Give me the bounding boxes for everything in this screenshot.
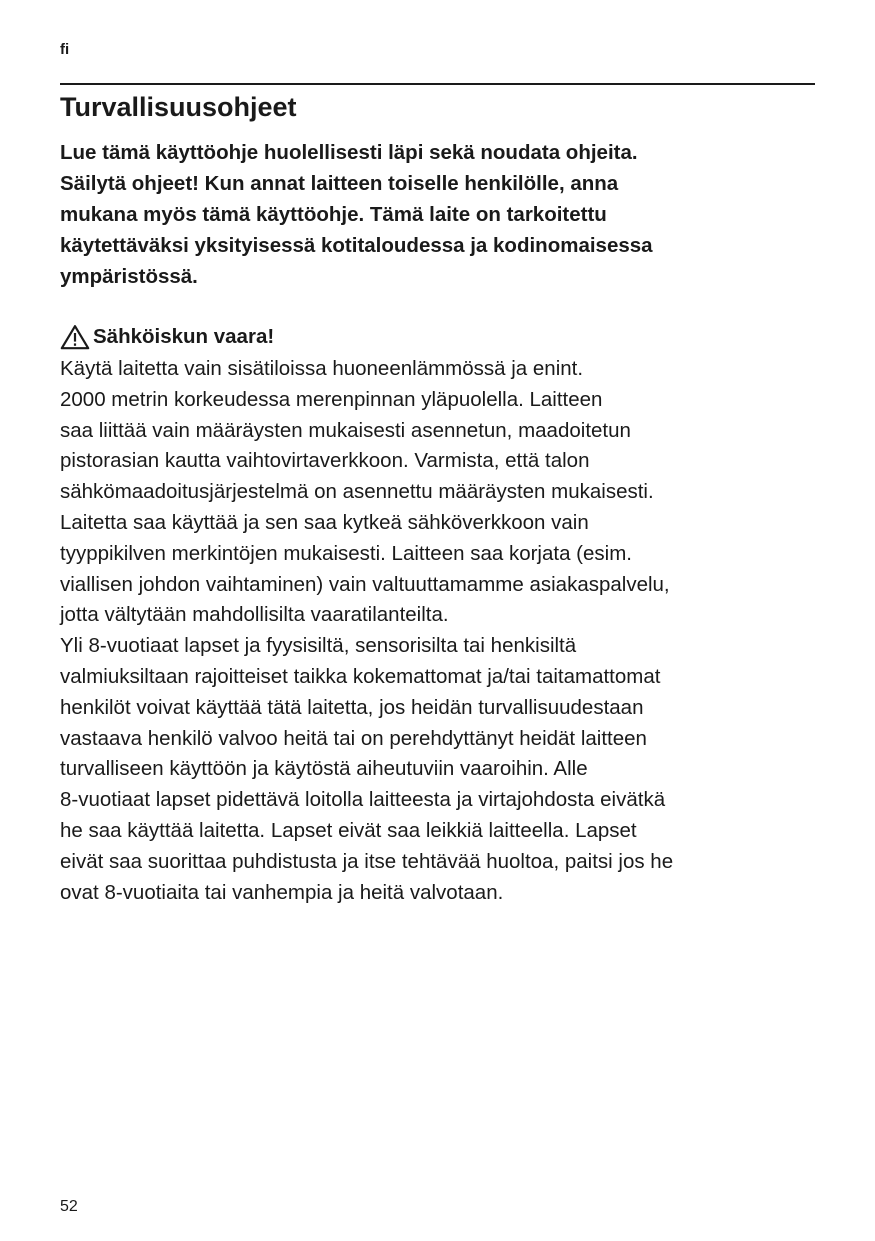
language-tag: fi [60, 41, 70, 58]
body-line: Yli 8-vuotiaat lapset ja fyysisiltä, sensorisilta tai henkisiltä [60, 634, 577, 658]
body-line: henkilöt voivat käyttää tätä laitetta, jos heidän turvallisuudestaan [60, 695, 644, 719]
body-line: 8-vuotiaat lapset pidettävä loitolla laitteesta ja virtajohdosta eivätkä [60, 788, 666, 812]
warning-triangle-icon [60, 324, 90, 350]
header-divider [60, 83, 815, 85]
body-line: sähkömaadoitusjärjestelmä on asennettu määräysten mukaisesti. [60, 480, 654, 504]
body-line: saa liittää vain määräysten mukaisesti asennetun, maadoitetun [60, 418, 631, 442]
intro-line: mukana myös tämä käyttöohje. Tämä laite on tarkoitettu [60, 203, 607, 226]
intro-line: Lue tämä käyttöohje huolellisesti läpi sekä noudata ohjeita. [60, 141, 638, 164]
warning-heading [60, 323, 274, 351]
intro-line: Säilytä ohjeet! Kun annat laitteen toiselle henkilölle, anna [60, 172, 619, 195]
body-line: eivät saa suorittaa puhdistusta ja itse tehtävää huoltoa, paitsi jos he [60, 849, 674, 873]
body-line: vastaava henkilö valvoo heitä tai on perehdyttänyt heidät laitteen [60, 726, 647, 750]
warning-body [60, 354, 820, 908]
intro-paragraph [60, 137, 810, 292]
body-line: Laitetta saa käyttää ja sen saa kytkeä sähköverkkoon vain [60, 510, 589, 534]
body-line: pistorasian kautta vaihtovirtaverkkoon. Varmista, että talon [60, 449, 590, 473]
body-line: he saa käyttää laitetta. Lapset eivät saa leikkiä laitteella. Lapset [60, 818, 637, 842]
body-line: jotta vältytään mahdollisilta vaaratilanteilta. [60, 603, 449, 627]
intro-line: ympäristössä. [60, 265, 198, 288]
intro-line: käytettäväksi yksityisessä kotitaloudessa ja kodinomaisessa [60, 234, 653, 257]
body-line: ovat 8-vuotiaita tai vanhempia ja heitä valvotaan. [60, 880, 504, 904]
body-line: viallisen johdon vaihtaminen) vain valtuuttamamme asiakaspalvelu, [60, 572, 670, 596]
body-line: turvalliseen käyttöön ja käytöstä aiheutuviin vaaroihin. Alle [60, 757, 588, 781]
warning-heading-text: Sähköiskun vaara! [93, 325, 275, 348]
body-line: Käytä laitetta vain sisätiloissa huoneenlämmössä ja enint. [60, 357, 584, 380]
body-line: 2000 metrin korkeudessa merenpinnan yläpuolella. Laitteen [60, 387, 603, 411]
body-line: tyyppikilven merkintöjen mukaisesti. Laitteen saa korjata (esim. [60, 541, 632, 565]
page-number: 52 [60, 1198, 78, 1215]
section-title: Turvallisuusohjeet [60, 92, 297, 122]
body-line: valmiuksiltaan rajoitteiset taikka kokemattomat ja/tai taitamattomat [60, 664, 661, 688]
